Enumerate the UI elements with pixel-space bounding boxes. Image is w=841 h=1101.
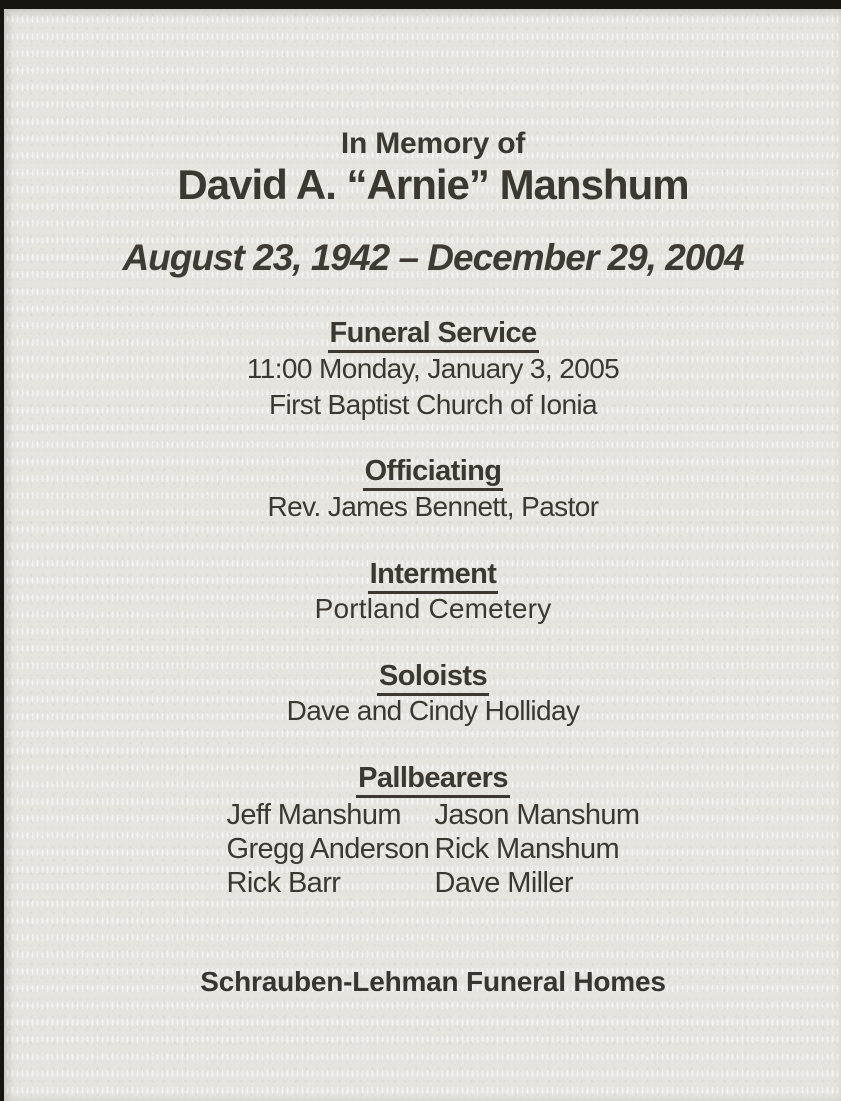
officiating-heading-text: Officiating (363, 456, 504, 491)
pallbearers-list (25, 798, 841, 900)
funeral-service-heading-text: Funeral Service (328, 318, 539, 353)
interment-location: Portland Cemetery (314, 593, 552, 624)
soloists-heading-text: Soloists (377, 661, 489, 696)
pallbearer-name: Jason Manshum (434, 799, 640, 831)
interment-heading-text: Interment (368, 559, 499, 594)
funeral-service-heading (25, 317, 841, 353)
funeral-home-name: Schrauben-Lehman Funeral Homes (200, 966, 666, 997)
pallbearer-name: Dave Miller (434, 867, 573, 899)
pallbearer-name: Rick Manshum (434, 833, 620, 865)
deceased-name: David A. “Arnie” Manshum (177, 161, 689, 208)
soloists-heading (25, 660, 841, 696)
officiating-heading (25, 455, 841, 491)
pallbearers-left-column (227, 798, 435, 900)
pallbearer-name: Gregg Anderson (226, 833, 430, 865)
memorial-intro: In Memory of (340, 127, 526, 160)
pallbearers-right-column (435, 798, 640, 900)
soloists-names: Dave and Cindy Holliday (286, 695, 580, 726)
pallbearers-heading-text: Pallbearers (356, 763, 510, 798)
officiating-name: Rev. James Bennett, Pastor (267, 491, 599, 522)
life-dates: August 23, 1942 – December 29, 2004 (122, 237, 744, 278)
pallbearer-name: Jeff Manshum (226, 799, 401, 831)
pallbearers-heading (25, 762, 841, 798)
funeral-service-location: First Baptist Church of Ionia (268, 389, 598, 420)
pallbearer-name: Rick Barr (226, 867, 341, 899)
funeral-service-time: 11:00 Monday, January 3, 2005 (246, 353, 620, 384)
interment-heading (25, 558, 841, 594)
